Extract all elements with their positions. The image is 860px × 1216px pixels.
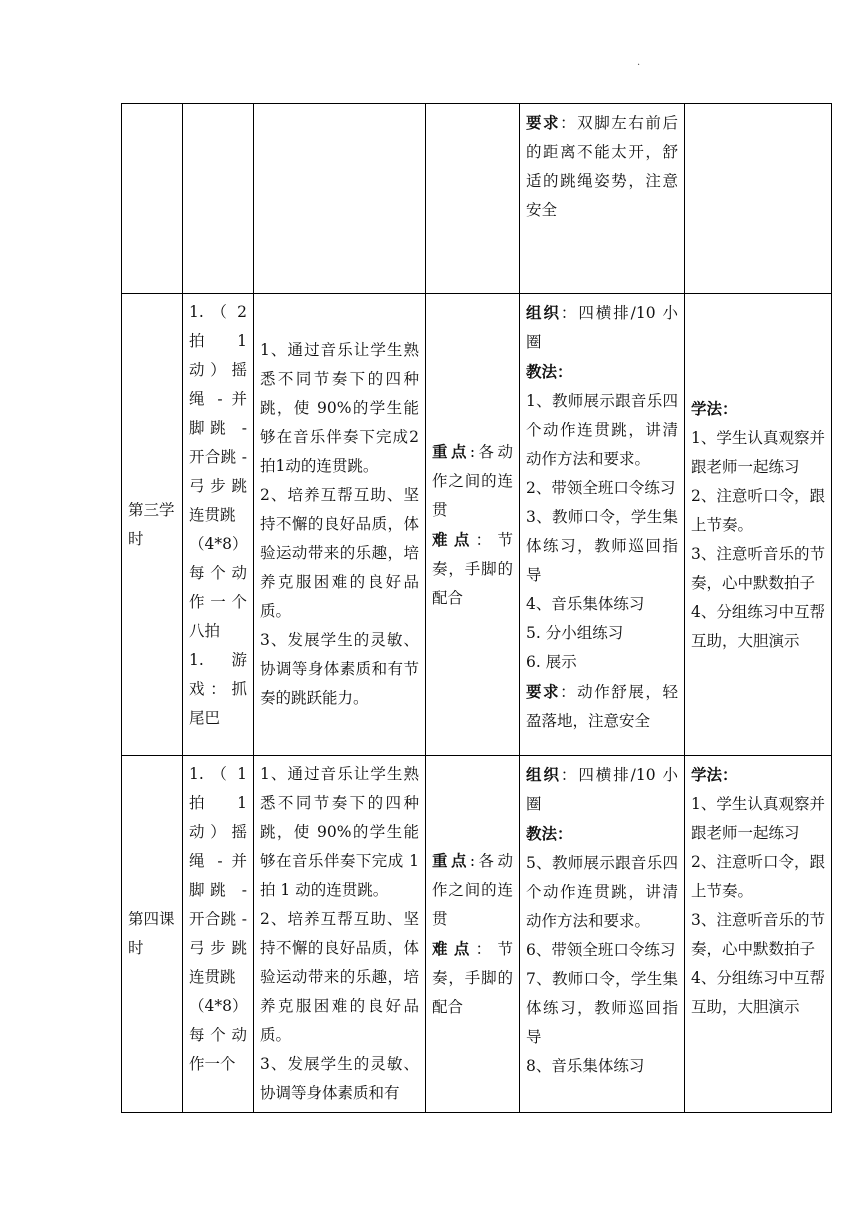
requirement-label: 要求: [526, 113, 561, 132]
difficulty-text: ：节奏，手脚的配合: [432, 940, 513, 1016]
key-points-cell: [426, 104, 520, 294]
requirement-label: 要求: [526, 682, 561, 701]
learning-item: 2、注意听口令，跟上节奏。: [691, 853, 825, 900]
goal-item: 2、培养互帮互助、坚持不懈的良好品质，体验运动带来的乐趣，培养克服困难的良好品质。: [260, 486, 419, 620]
goal-item: 1、通过音乐让学生熟悉不同节奏下的四种跳，使 90%的学生能够在音乐伴奏下完成2拍1动的连贯跳。: [260, 341, 419, 475]
difficulty-text: ：节奏，手脚的配合: [432, 530, 513, 607]
teaching-step: 2、带领全班口令练习: [526, 479, 676, 497]
method-cell: [520, 294, 685, 756]
content-line: 每个动作一个八拍: [189, 564, 247, 640]
organization-label: 组织: [526, 765, 561, 784]
content-cell: [183, 104, 254, 294]
goals-cell: [254, 756, 426, 1113]
goal-item: 3、发展学生的灵敏、协调等身体素质和有: [260, 1055, 419, 1102]
goals-cell: [254, 104, 426, 294]
period-cell: [122, 756, 183, 1113]
difficulty-label: 难点: [432, 939, 476, 958]
teaching-step: 7、教师口令，学生集体练习，教师巡回指导: [526, 970, 678, 1046]
goal-item: 3、发展学生的灵敏、协调等身体素质和有节奏的跳跃能力。: [260, 631, 419, 707]
teaching-label: 教法：: [526, 824, 573, 843]
period-label: 第三学时: [128, 500, 175, 548]
teaching-step: 5、教师展示跟音乐四个动作连贯跳，讲清动作方法和要求。: [526, 854, 678, 930]
content-line: 每个动作一个: [189, 1026, 247, 1073]
learning-item: 1、学生认真观察并跟老师一起练习: [691, 795, 825, 842]
organization-text: ：四横排/10 小圈: [526, 304, 678, 351]
teaching-step: 6. 展示: [526, 653, 577, 671]
learning-item: 2、注意听口令，跟上节奏。: [691, 486, 825, 534]
teaching-label: 教法：: [526, 362, 573, 381]
key-label: 重点: [432, 851, 470, 870]
difficulty-label: 难点: [432, 529, 476, 549]
content-line: 1. （ 2 拍 1 动）摇绳 - 并脚跳 - 开合跳 - 弓步跳连贯跳: [189, 303, 247, 524]
learning-label: 学法：: [691, 398, 738, 418]
requirement-text: ：动作舒展，轻盈落地，注意安全: [526, 683, 678, 730]
page-marker: ·: [637, 60, 641, 71]
goal-item: 1、通过音乐让学生熟悉不同节奏下的四种跳，使 90%的学生能够在音乐伴奏下完成 1 拍 1 动的连贯跳。: [260, 765, 419, 899]
period-cell: [122, 104, 183, 294]
key-points-cell: [426, 756, 520, 1113]
organization-label: 组织: [526, 303, 561, 322]
method-cell: [520, 756, 685, 1113]
teaching-step: 5. 分小组练习: [526, 624, 624, 642]
lesson-plan-table: [121, 103, 832, 1113]
learning-cell: [685, 756, 832, 1113]
table-row: [122, 294, 832, 756]
learning-item: 3、注意听音乐的节奏，心中默数拍子: [691, 911, 825, 958]
teaching-step: 1、教师展示跟音乐四个动作连贯跳，讲清动作方法和要求。: [526, 392, 678, 468]
requirement-text: ：双脚左右前后的距离不能太开，舒适的跳绳姿势，注意安全: [526, 114, 678, 219]
learning-item: 4、分组练习中互帮互助，大胆演示: [691, 602, 825, 650]
content-line: （4*8）: [189, 535, 248, 553]
period-label: 第四课时: [128, 910, 175, 957]
learning-item: 4、分组练习中互帮互助，大胆演示: [691, 969, 825, 1016]
learning-label: 学法：: [691, 765, 738, 784]
key-text: :各动作之间的连贯: [432, 442, 513, 519]
teaching-step: 4、音乐集体练习: [526, 595, 645, 613]
teaching-step: 3、教师口令，学生集体练习，教师巡回指导: [526, 508, 678, 584]
key-points-cell: [426, 294, 520, 756]
learning-item: 3、注意听音乐的节奏，心中默数拍子: [691, 544, 825, 592]
teaching-step: 8、音乐集体练习: [526, 1057, 645, 1075]
content-line: 1. 游戏：抓尾巴: [189, 651, 247, 727]
learning-cell: [685, 104, 832, 294]
table-row: [122, 756, 832, 1113]
method-cell: [520, 104, 685, 294]
period-cell: [122, 294, 183, 756]
goal-item: 2、培养互帮互助、坚持不懈的良好品质，体验运动带来的乐趣，培养克服困难的良好品质。: [260, 910, 419, 1044]
organization-text: ：四横排/10 小圈: [526, 766, 678, 813]
content-line: 1. （ 1 拍 1 动）摇绳 - 并脚跳 - 开合跳 - 弓步跳连贯跳: [189, 765, 247, 986]
key-label: 重点: [432, 441, 470, 461]
goals-cell: [254, 294, 426, 756]
content-cell: [183, 756, 254, 1113]
table-row: [122, 104, 832, 294]
content-cell: [183, 294, 254, 756]
learning-item: 1、学生认真观察并跟老师一起练习: [691, 428, 825, 476]
content-line: （4*8）: [189, 997, 248, 1015]
key-text: :各动作之间的连贯: [432, 852, 513, 928]
learning-cell: [685, 294, 832, 756]
teaching-step: 6、带领全班口令练习: [526, 941, 676, 959]
